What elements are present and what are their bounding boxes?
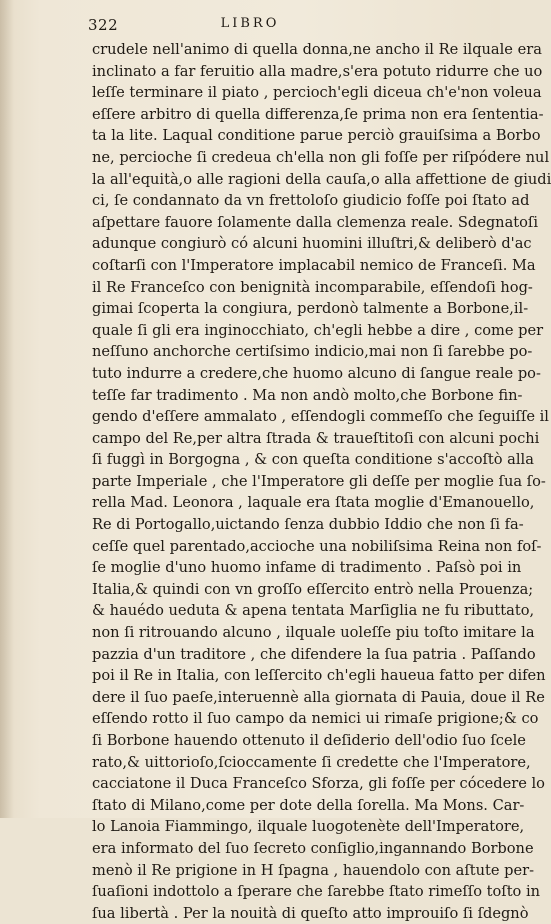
text-line: ceſſe quel parentado,accioche una nobiliſsima Reina non foſ- (92, 537, 542, 555)
text-line: lo Lanoia Fiammingo, ilquale luogotenète dell'Imperatore, (92, 818, 525, 836)
text-line: menò il Re prigione in H ſpagna , hauendolo con aſtute per- (92, 861, 535, 879)
text-line: ſe moglie d'uno huomo infame di tradimento . Paſsò poi in (92, 559, 522, 577)
text-line: era informato del ſuo ſecreto conſiglio,ingannando Borbone (92, 839, 534, 857)
text-line: rella Mad. Leonora , laquale era ſtata moglie d'Emanouello, (92, 494, 535, 512)
text-line: il Re Franceſco con benignità incomparabile, eſſendoſi hog- (92, 278, 533, 296)
page-number: 322 (88, 16, 119, 34)
text-line: rato,& uittorioſo,ſcioccamente ſi credette che l'Imperatore, (92, 753, 531, 771)
text-line: cacciatone il Duca Franceſco Sforza, gli foſſe per cócedere lo (92, 775, 545, 793)
text-line: ſi fuggì in Borgogna , & con queſta conditione s'accoſtò alla (92, 451, 534, 469)
text-line: ci, ſe condannato da vn frettoloſo giudicio foſſe poi ſtato ad (92, 192, 530, 210)
text-line: non ſi ritrouando alcuno , ilquale uoleſſe piu toſto imitare la (92, 624, 535, 642)
running-head: LIBRO (220, 16, 280, 31)
text-line: ſi Borbone hauendo ottenuto il deſiderio dell'odio ſuo ſcele (92, 732, 526, 749)
text-line: ſua libertà . Per la nouità di queſto atto improuiſo ſi ſdegnò (92, 904, 529, 922)
page-header (0, 14, 500, 36)
text-line: gendo d'eſſere ammalato , eſſendogli commeſſo che ſeguiſſe il (92, 408, 549, 426)
text-line: tuto indurre a credere,che huomo alcuno di ſangue reale po- (92, 364, 541, 382)
text-line: crudele nell'animo di quella donna,ne ancho il Re ilquale era (92, 41, 542, 58)
text-line: eſſere arbitro di quella differenza,ſe prima non era ſententia- (92, 105, 544, 123)
text-line: dere il ſuo paeſe,interuennè alla giornata di Pauia, doue il Re (92, 688, 545, 706)
text-line: campo del Re,per altra ſtrada & traueſtitoſi con alcuni pochi (92, 429, 540, 447)
text-line: poi il Re in Italia, con leſſercito ch'egli haueua fatto per difen (92, 667, 546, 685)
text-line: gimai ſcoperta la congiura, perdonò talmente a Borbone,il- (92, 300, 529, 318)
body-text (92, 39, 551, 924)
text-line: inclinato a far feruitio alla madre,s'era potuto ridurre che uo (92, 62, 543, 80)
text-line: parte Imperiale , che l'Imperatore gli deſſe per moglie ſua ſo- (92, 472, 546, 490)
text-line: adunque congiurò có alcuni huomini illuſtri,& deliberò d'ac (92, 235, 532, 253)
text-line: ta la lite. Laqual conditione parue perciò grauiſsima a Borbo (92, 127, 541, 145)
text-line: eſſendo rotto il ſuo campo da nemici ui rimaſe prigione;& co (92, 710, 539, 728)
text-line: & hauédo ueduta & apena tentata Marſiglia ne fu ributtato, (92, 602, 535, 620)
text-line: ſtato di Milano,come per dote della ſorella. Ma Mons. Car- (92, 796, 525, 814)
text-line: ne, percioche ſi credeua ch'ella non gli foſſe per riſpódere nul (92, 148, 550, 166)
text-line: aſpettare fauore ſolamente dalla clemenza reale. Sdegnatoſi (92, 213, 539, 231)
text-line: Re di Portogallo,uictando ſenza dubbio Iddio che non ſi fa- (92, 516, 524, 534)
text-line: leſſe terminare il piato , percioch'egli diceua ch'e'non voleua (92, 84, 542, 102)
text-line: ſuaſioni indottolo a ſperare che ſarebbe ſtato rimeſſo toſto in (92, 883, 541, 901)
text-line: quale ſi gli era inginocchiato, ch'egli hebbe a dire , come per (92, 321, 544, 339)
text-line: teſſe far tradimento . Ma non andò molto,che Borbone fin- (92, 386, 523, 404)
text-line: pazzia d'un traditore , che difendere la ſua patria . Paſſando (92, 645, 536, 663)
text-line: Italia,& quindi con vn groſſo eſſercito entrò nella Prouenza; (92, 580, 534, 598)
text-line: la all'equità,o alle ragioni della cauſa,o alla affettione de giudi (92, 170, 551, 188)
text-line: neſſuno anchorche certiſsimo indicio,mai non ſi ſarebbe po- (92, 343, 533, 361)
text-line: coſtarſi con l'Imperatore implacabil nemico de Franceſi. Ma (92, 256, 536, 274)
